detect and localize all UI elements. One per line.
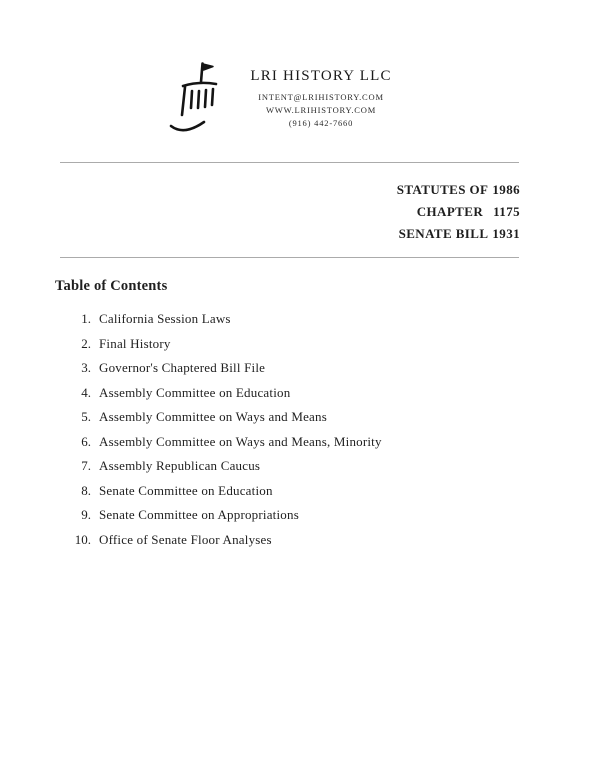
toc-item-title: Assembly Committee on Ways and Means [99, 409, 327, 424]
toc-item [55, 311, 600, 327]
senate-bill-value: 1931 [492, 226, 520, 241]
statutes-label: STATUTES OF [396, 182, 489, 197]
company-email: INTENT@LRIHISTORY.COM [258, 92, 384, 102]
toc-item-number: 10. [74, 531, 91, 547]
toc-item [55, 458, 600, 474]
senate-bill-line [0, 223, 520, 245]
toc-item-title: Senate Committee on Education [99, 482, 273, 498]
toc-item-title: Governor's Chaptered Bill File [99, 360, 266, 375]
toc-item-number: 3. [81, 360, 91, 375]
letterhead [0, 0, 600, 140]
toc-item-number: 2. [81, 335, 91, 351]
chapter-line [0, 201, 520, 223]
toc-list [55, 311, 600, 548]
chapter-value: 1175 [493, 204, 520, 219]
toc-item [55, 483, 600, 499]
toc-item-title: Office of Senate Floor Analyses [99, 531, 272, 547]
toc-item [55, 336, 600, 352]
statutes-line [0, 179, 520, 201]
toc-item-title: Assembly Republican Caucus [99, 458, 261, 473]
toc-item-title: Final History [99, 335, 171, 351]
toc-item-title: California Session Laws [99, 311, 231, 326]
divider-middle [60, 257, 519, 258]
toc-item-number: 8. [81, 482, 91, 498]
toc-item [55, 507, 600, 523]
chapter-label: CHAPTER [416, 204, 484, 219]
toc-item-title: Assembly Committee on Education [99, 384, 291, 400]
letterhead-text [250, 68, 391, 130]
toc-item-number: 7. [81, 458, 91, 473]
company-phone: (916) 442-7660 [288, 118, 354, 128]
lri-logo-icon [168, 58, 230, 140]
statutes-value: 1986 [492, 182, 520, 197]
company-website: WWW.LRIHISTORY.COM [265, 105, 377, 115]
reference-block [0, 179, 520, 245]
toc-item [55, 532, 600, 548]
toc-item-number: 9. [81, 507, 91, 522]
toc-item [55, 434, 600, 450]
toc-item [55, 409, 600, 425]
toc-item-number: 6. [81, 433, 91, 449]
toc-heading: Table of Contents [55, 278, 168, 294]
toc-item-title: Assembly Committee on Ways and Means, Minority [99, 433, 382, 449]
toc-item [55, 360, 600, 376]
company-name: LRI HISTORY LLC [250, 68, 392, 84]
divider-top [60, 162, 519, 163]
toc-item-title: Senate Committee on Appropriations [99, 507, 299, 522]
toc-item-number: 4. [81, 384, 91, 400]
senate-bill-label: SENATE BILL [398, 226, 489, 241]
toc-item [55, 385, 600, 401]
toc-item-number: 1. [81, 311, 91, 326]
toc-item-number: 5. [81, 409, 91, 424]
